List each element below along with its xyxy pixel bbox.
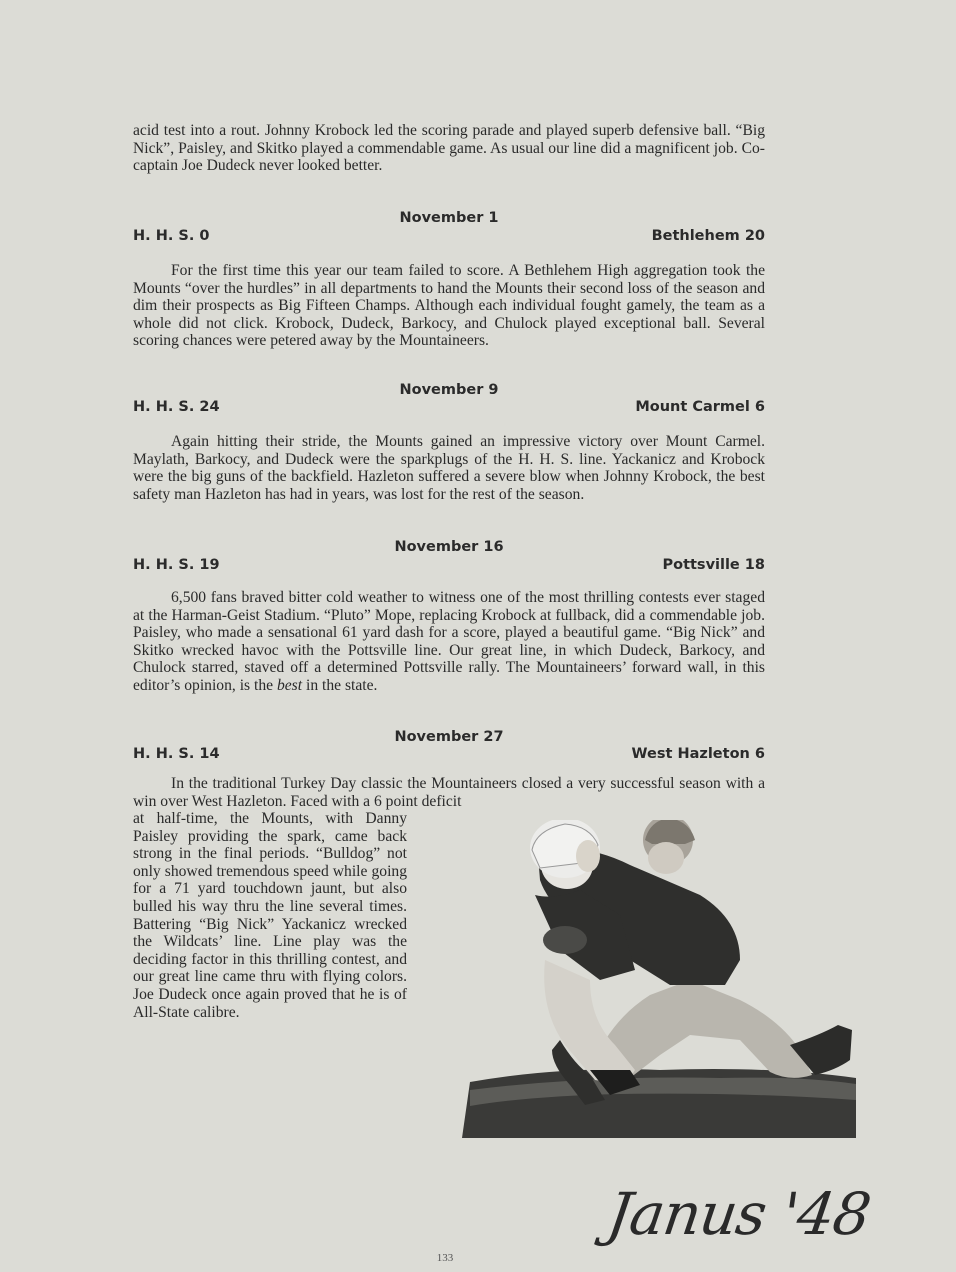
game-paragraph: In the traditional Turkey Day classic the Mountaineers closed a very successful season with a win over West Hazleton. Faced with a 6 point deficit [133,775,765,810]
game-paragraph-narrow: at half-time, the Mounts, with Danny Paisley providing the spark, came back strong in the final periods. “Bulldog” not only showed tremendous speed while going for a 71 yard touchdown jaunt, but also bulled his way thru the line several times. Battering “Big Nick” Yackanicz wrecked the Wildcats’ line. Line play was the deciding factor in this thrilling contest, and our great line came thru with flying colors. Joe Dudeck once again proved that he is of All-State calibre. [133,810,407,1021]
yearbook-signature: Janus '48 [603,1180,875,1248]
game-date: November 27 [394,729,504,745]
opponent-score: Bethlehem 20 [651,228,765,244]
home-score: H. H. S. 14 [133,746,220,762]
page-number: 133 [436,1252,454,1264]
game-paragraph: For the first time this year our team failed to score. A Bethlehem High aggregation took the Mounts “over the hurdles” in all departments to hand the Mounts their second loss of the season and dim their prospects as Big Fifteen Champs. Although each individual fought gamely, the team as a whole did not click. Krobock, Dudeck, Barkocy, and Chulock played exceptional ball. Several scoring chances were petered away by the Mountaineers. [133,262,765,350]
game-paragraph-text: 6,500 fans braved bitter cold weather to witness one of the most thrilling contests ever staged at the Harman-Geist Stadium. “Pluto” Mope, replacing Krobock at fullback, did a commendable job. Paisley, who made a sensational 61 yard dash for a score, played a beautiful game. “Big Nick” and Skitko wrecked havoc with the Pottsville line. Our great line, in which Dudeck, Barkocy, and Chulock starred, staved off a determined Pottsville rally. The Mountaineers’ forward wall, in this editor’s opinion, is the [133,589,765,694]
game-paragraph-text-end: in the state. [305,676,378,694]
home-score: H. H. S. 0 [133,228,210,244]
opponent-score: West Hazleton 6 [631,746,765,762]
home-score: H. H. S. 19 [133,557,220,573]
football-action-photo [440,820,860,1140]
opponent-score: Pottsville 18 [662,557,765,573]
game-paragraph: Again hitting their stride, the Mounts gained an impressive victory over Mount Carmel. Maylath, Barkocy, and Dudeck were the sparkplugs of the H. H. S. line. Yackanicz and Krobock were the big guns of the backfield. Hazleton suffered a severe blow when Johnny Krobock, the best safety man Hazleton has had in years, was lost for the rest of the season. [133,433,765,503]
home-score: H. H. S. 24 [133,399,220,415]
game-date: November 9 [399,382,499,398]
game-date: November 1 [399,210,499,226]
game-date: November 16 [394,539,504,555]
opponent-score: Mount Carmel 6 [635,399,765,415]
game-paragraph [133,589,765,695]
intro-paragraph: acid test into a rout. Johnny Krobock led the scoring parade and played superb defensive ball. “Big Nick”, Paisley, and Skitko played a commendable game. As usual our line did a magnificent job. Co-captain Joe Dudeck never looked better. [133,122,765,175]
emphasis-word: best [276,676,303,694]
